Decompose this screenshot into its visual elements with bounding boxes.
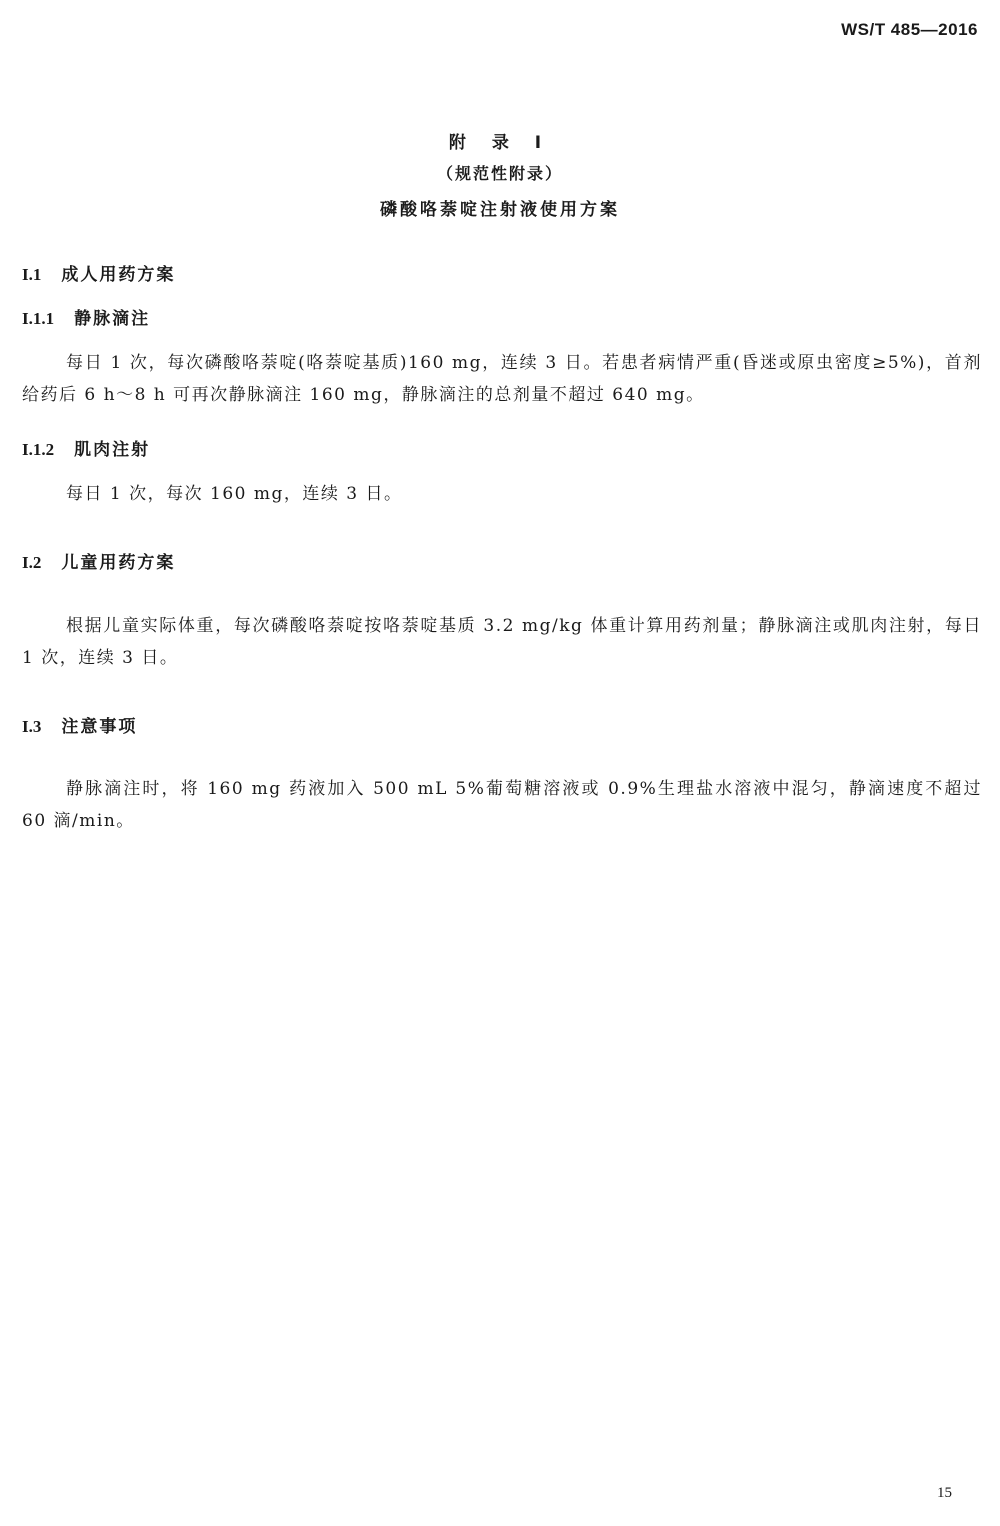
annex-type: （规范性附录） bbox=[436, 164, 563, 183]
section-number: I.2 bbox=[22, 553, 42, 572]
section-heading-i3 bbox=[22, 712, 137, 737]
annex-label: 附 录 I bbox=[448, 133, 552, 153]
section-heading-i2 bbox=[22, 548, 175, 573]
section-title: 成人用药方案 bbox=[61, 265, 176, 285]
paragraph-im-injection: 每日 1 次，每次 160 mg，连续 3 日。 bbox=[66, 484, 403, 504]
annex-title: 磷酸咯萘啶注射液使用方案 bbox=[380, 200, 620, 220]
section-title: 肌肉注射 bbox=[74, 440, 151, 460]
section-title: 静脉滴注 bbox=[74, 309, 151, 329]
standard-code: WS/T 485—2016 bbox=[841, 20, 978, 39]
paragraph-children-dosage: 根据儿童实际体重，每次磷酸咯萘啶按咯萘啶基质 3.2 mg/kg 体重计算用药剂量；静脉滴注或肌肉注射，每日 1 次，连续 3 日。 bbox=[22, 616, 982, 668]
section-number: I.1.1 bbox=[22, 309, 55, 328]
section-number: I.1 bbox=[22, 265, 42, 284]
section-number: I.1.2 bbox=[22, 440, 55, 459]
section-number: I.3 bbox=[22, 717, 42, 736]
paragraph-iv-drip: 每日 1 次，每次磷酸咯萘啶(咯萘啶基质)160 mg，连续 3 日。若患者病情严重(昏迷或原虫密度≥5%)，首剂给药后 6 h～8 h 可再次静脉滴注 160 mg，静脉滴注的总剂量不超过 640 mg。 bbox=[22, 353, 982, 405]
section-title: 注意事项 bbox=[61, 717, 138, 737]
paragraph-precautions: 静脉滴注时，将 160 mg 药液加入 500 mL 5%葡萄糖溶液或 0.9%生理盐水溶液中混匀，静滴速度不超过 60 滴/min。 bbox=[22, 779, 982, 831]
page-number: 15 bbox=[937, 1485, 952, 1501]
section-title: 儿童用药方案 bbox=[61, 553, 176, 573]
section-heading-i1 bbox=[22, 260, 175, 285]
section-heading-i1-2 bbox=[22, 435, 150, 460]
section-heading-i1-1 bbox=[22, 304, 150, 329]
